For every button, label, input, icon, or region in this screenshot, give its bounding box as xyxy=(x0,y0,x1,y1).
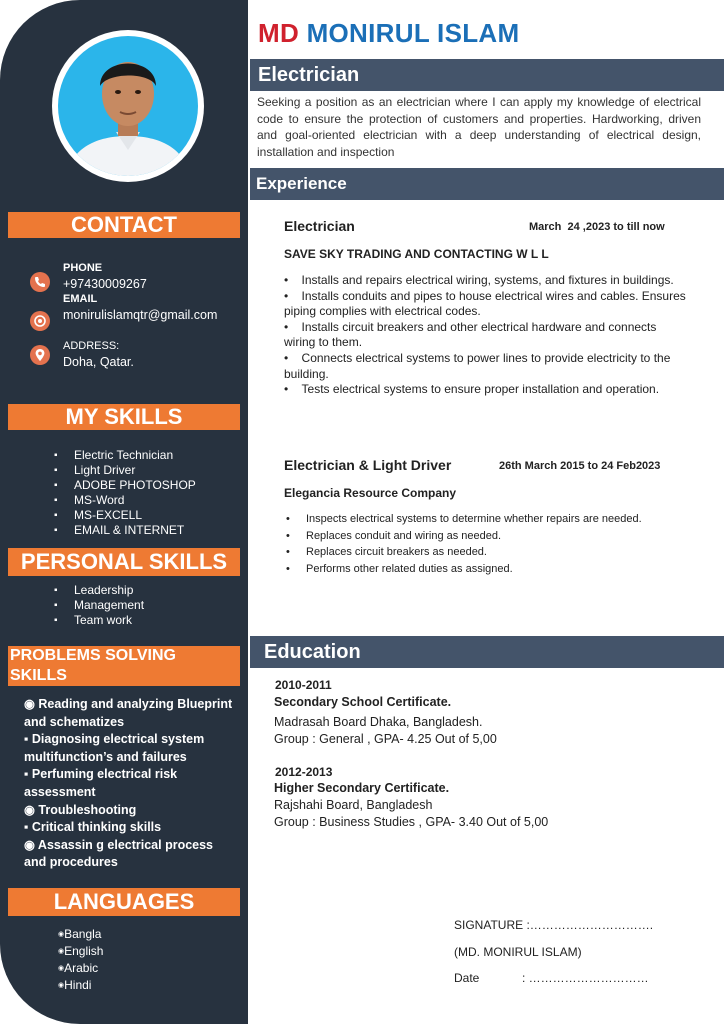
job-1-dates: March 24 ,2023 to till now xyxy=(529,221,665,233)
job-title-band: Electrician xyxy=(250,59,724,91)
list-item: ◉ English xyxy=(58,943,103,960)
problem-skills-heading-line1: PROBLEMS SOLVING xyxy=(10,647,176,664)
candidate-name xyxy=(258,18,519,49)
experience-heading: Experience xyxy=(250,168,724,200)
edu-1-degree: Secondary School Certificate. xyxy=(274,695,452,709)
edu-2-group: Group : Business Studies , GPA- 3.40 Out of 5,00 xyxy=(274,815,549,829)
list-item: ◉ Bangla xyxy=(58,926,103,943)
profile-photo xyxy=(58,36,198,176)
list-item: ▪ ADOBE PHOTOSHOP xyxy=(54,478,196,493)
list-item: • Inspects electrical systems to determine whether repairs are needed. xyxy=(284,511,694,528)
name-last: MONIRUL ISLAM xyxy=(306,18,520,48)
problem-skills-heading-line2: SKILLS xyxy=(10,667,67,684)
list-item: • Tests electrical systems to ensure proper installation and operation. xyxy=(284,382,689,398)
phone-icon xyxy=(30,272,50,292)
job-1-company: SAVE SKY TRADING AND CONTACTING W L L xyxy=(284,247,549,261)
list-item: ◉ Reading and analyzing Blueprint and schematizes xyxy=(24,697,233,729)
list-item: ▪ MS-EXCELL xyxy=(54,508,196,523)
list-item: • Replaces conduit and wiring as needed. xyxy=(284,528,694,545)
location-icon xyxy=(30,345,50,365)
edu-2-board: Rajshahi Board, Bangladesh xyxy=(274,798,433,812)
edu-2-years: 2012-2013 xyxy=(275,765,333,779)
list-item: ▪ Diagnosing electrical system multifunction’s and failures xyxy=(24,732,205,764)
job-1-duties xyxy=(284,273,689,398)
edu-1-board: Madrasah Board Dhaka, Bangladesh. xyxy=(274,715,483,729)
list-item: ◉ Assassin g electrical process and procedures xyxy=(24,837,214,870)
email-label: EMAIL xyxy=(63,293,98,305)
list-item: ▪ EMAIL & INTERNET xyxy=(54,523,196,538)
address-label: ADDRESS: xyxy=(63,340,120,352)
personal-skills-list xyxy=(54,583,144,628)
list-item: • Connects electrical systems to power lines to provide electricity to the building. xyxy=(284,351,689,382)
contact-heading: CONTACT xyxy=(8,212,240,238)
job-1-title: Electrician xyxy=(284,218,355,234)
list-item: ▪ Management xyxy=(54,598,144,613)
email-icon xyxy=(30,311,50,331)
signature-name: (MD. MONIRUL ISLAM) xyxy=(454,945,582,959)
education-heading: Education xyxy=(250,636,724,668)
list-item: ◉ Hindi xyxy=(58,977,103,994)
list-item: ▪ Team work xyxy=(54,613,144,628)
list-item: • Performs other related duties as assigned. xyxy=(284,561,694,578)
signature-line: SIGNATURE :…………………………. xyxy=(454,918,654,932)
skills-list xyxy=(54,448,196,538)
list-item: ▪ Electric Technician xyxy=(54,448,196,463)
phone-label: PHONE xyxy=(63,262,103,274)
date-value: : ………………………… xyxy=(522,971,649,985)
phone-value: +97430009267 xyxy=(63,277,147,291)
list-item: ▪ Perfuming electrical risk assessment xyxy=(24,767,178,799)
list-item: • Installs conduits and pipes to house electrical wires and cables. Ensures piping complies with electrical codes. xyxy=(284,289,689,320)
languages-heading: LANGUAGES xyxy=(8,888,240,916)
list-item: ▪ Critical thinking skills xyxy=(24,820,162,835)
list-item: • Replaces circuit breakers as needed. xyxy=(284,544,694,561)
edu-1-years: 2010-2011 xyxy=(275,678,332,692)
problem-skills-list xyxy=(24,696,238,872)
job-2-dates: 26th March 2015 to 24 Feb2023 xyxy=(499,460,661,472)
person-portrait-icon xyxy=(58,36,198,176)
address-value: Doha, Qatar. xyxy=(63,355,134,369)
list-item: ▪ Light Driver xyxy=(54,463,196,478)
email-value: monirulislamqtr@gmail.com xyxy=(63,308,218,322)
languages-list xyxy=(58,926,103,994)
job-2-title: Electrician & Light Driver xyxy=(284,457,452,473)
skills-heading: MY SKILLS xyxy=(8,404,240,430)
summary-text: Seeking a position as an electrician where I can apply my knowledge of electrical code to ensure the protection of customers and properties. Hardworking, driven and goal-oriented electrician with a deep understanding of electrical design, installation and inspection xyxy=(257,95,701,159)
job-2-duties xyxy=(284,511,694,577)
list-item: • Installs and repairs electrical wiring, systems, and fixtures in buildings. xyxy=(284,273,689,289)
date-label: Date xyxy=(454,971,480,985)
personal-skills-heading: PERSONAL SKILLS xyxy=(8,548,240,576)
job-2-company: Elegancia Resource Company xyxy=(284,486,457,500)
edu-1-group: Group : General , GPA- 4.25 Out of 5,00 xyxy=(274,732,497,746)
problem-skills-heading xyxy=(8,646,240,686)
list-item: ▪ Leadership xyxy=(54,583,144,598)
name-first: MD xyxy=(258,18,300,48)
edu-2-degree: Higher Secondary Certificate. xyxy=(274,781,450,795)
list-item: • Installs circuit breakers and other electrical hardware and connects wiring to them. xyxy=(284,320,689,351)
list-item: ◉ Troubleshooting xyxy=(24,802,137,817)
list-item: ▪ MS-Word xyxy=(54,493,196,508)
list-item: ◉ Arabic xyxy=(58,960,103,977)
